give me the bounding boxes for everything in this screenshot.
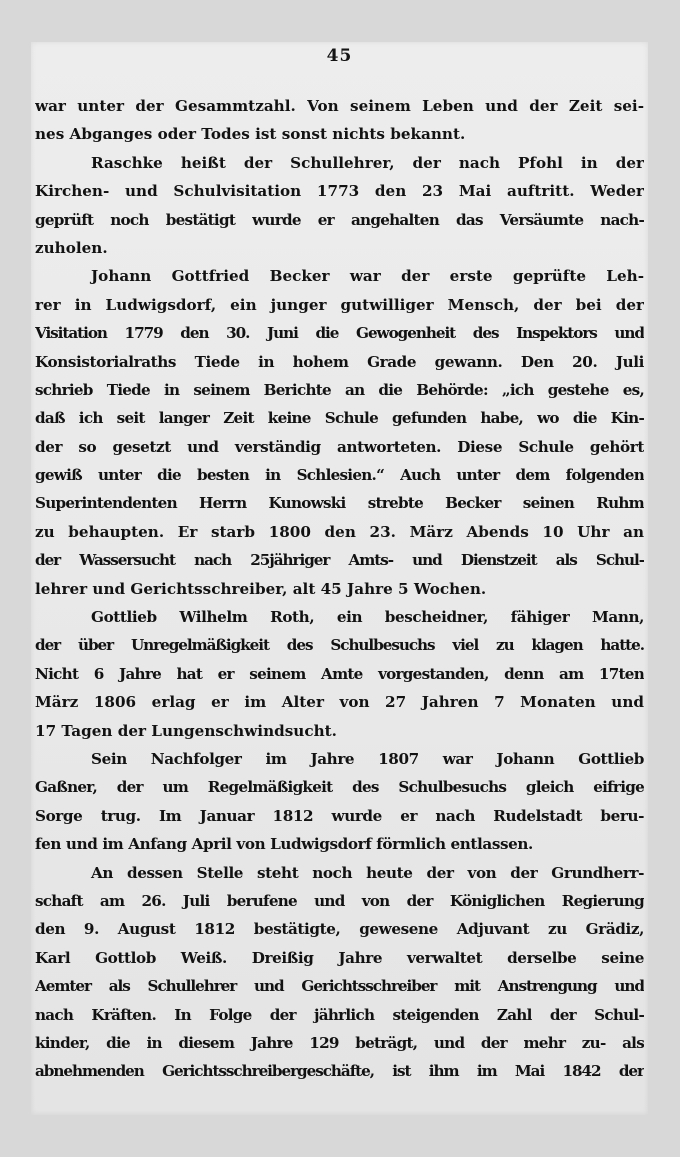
text-line: Karl Gottlob Weiß. Dreißig Jahre verwaltet derselbe seine — [35, 948, 644, 967]
text-line: der Wassersucht nach 25jähriger Amts- und Dienstzeit als Schul- — [35, 551, 644, 570]
text-line: den 9. August 1812 bestätigte, gewesene Adjuvant zu Grädiz, — [35, 920, 644, 939]
text-line: Johann Gottfried Becker war der erste geprüfte Leh- — [91, 267, 644, 286]
text-line: Visitation 1779 den 30. Juni die Gewogenheit des Inspektors und — [35, 324, 644, 343]
text-line: lehrer und Gerichtsschreiber, alt 45 Jahre 5 Wochen. — [35, 579, 487, 598]
text-line: Raschke heißt der Schullehrer, der nach Pfohl in der — [91, 153, 644, 172]
page-body-text — [35, 92, 644, 1086]
text-line: Kirchen- und Schulvisitation 1773 den 23 Mai auftritt. Weder — [35, 182, 644, 201]
text-line: der so gesetzt und verständig antworteten. Diese Schule gehört — [35, 437, 644, 456]
text-line: daß ich seit langer Zeit keine Schule gefunden habe, wo die Kin- — [35, 409, 644, 428]
scanned-page — [31, 42, 648, 1115]
text-line: rer in Ludwigsdorf, ein junger gutwilliger Mensch, der bei der — [35, 295, 644, 314]
text-line: März 1806 erlag er im Alter von 27 Jahren 7 Monaten und — [35, 693, 644, 712]
text-line: schrieb Tiede in seinem Berichte an die Behörde: „ich gestehe es, — [35, 380, 644, 399]
text-line: fen und im Anfang April von Ludwigsdorf förmlich entlassen. — [35, 835, 533, 854]
text-line: schaft am 26. Juli berufene und von der Königlichen Regierung — [35, 891, 644, 910]
text-line: Aemter als Schullehrer und Gerichtsschreiber mit Anstrengung und — [35, 977, 644, 996]
text-line: geprüft noch bestätigt wurde er angehalten das Versäumte nach- — [35, 210, 644, 229]
text-line: 17 Tagen der Lungenschwindsucht. — [35, 721, 337, 740]
text-line: Gaßner, der um Regelmäßigkeit des Schulbesuchs gleich eifrige — [35, 778, 644, 797]
text-line: nach Kräften. In Folge der jährlich steigenden Zahl der Schul- — [35, 1005, 644, 1024]
text-line: nes Abganges oder Todes ist sonst nichts bekannt. — [35, 125, 466, 144]
text-line: zu behaupten. Er starb 1800 den 23. März Abends 10 Uhr an — [35, 522, 644, 541]
text-line: zuholen. — [35, 238, 108, 257]
text-line: Sorge trug. Im Januar 1812 wurde er nach Rudelstadt beru- — [35, 806, 644, 825]
text-line: war unter der Gesammtzahl. Von seinem Leben und der Zeit sei- — [35, 97, 644, 115]
text-line: Superintendenten Herrn Kunowski strebte Becker seinen Ruhm — [35, 494, 644, 513]
text-line: Konsistorialraths Tiede in hohem Grade gewann. Den 20. Juli — [35, 352, 644, 371]
text-line: An dessen Stelle steht noch heute der von der Grundherr- — [91, 863, 644, 882]
text-line: abnehmenden Gerichtsschreibergeschäfte, ist ihm im Mai 1842 der — [35, 1062, 644, 1081]
text-line: gewiß unter die besten in Schlesien.“ Auch unter dem folgenden — [35, 466, 644, 485]
text-line: Gottlieb Wilhelm Roth, ein bescheidner, fähiger Mann, — [91, 608, 644, 627]
text-line: der über Unregelmäßigkeit des Schulbesuchs viel zu klagen hatte. — [35, 636, 644, 655]
text-line: kinder, die in diesem Jahre 129 beträgt, und der mehr zu- als — [35, 1033, 644, 1052]
text-line: Nicht 6 Jahre hat er seinem Amte vorgestanden, denn am 17ten — [35, 664, 644, 683]
text-line: Sein Nachfolger im Jahre 1807 war Johann Gottlieb — [91, 749, 644, 768]
page-number: 45 — [326, 46, 353, 66]
